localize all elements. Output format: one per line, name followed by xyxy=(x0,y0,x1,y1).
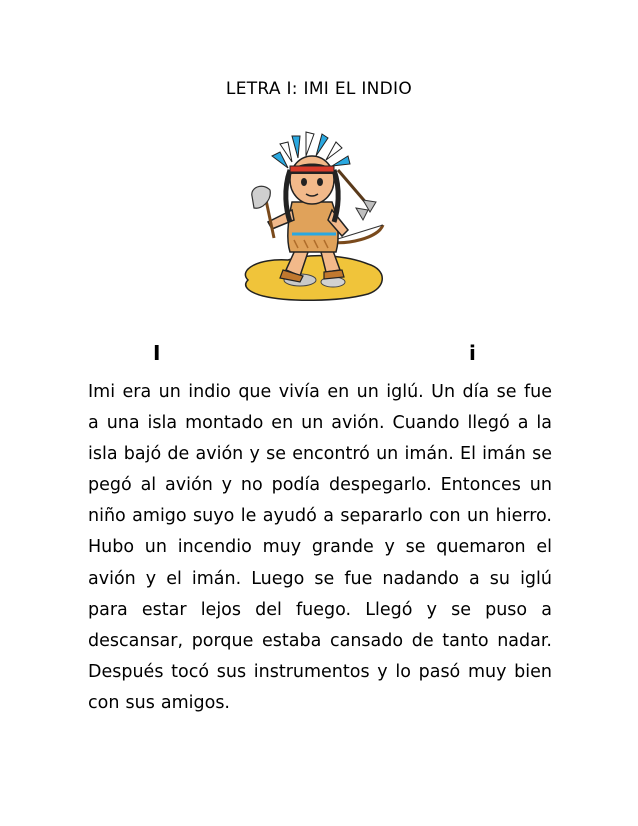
story-paragraph: Imi era un indio que vivía en un iglú. Un día se fue a una isla montado en un avión. Cuando llegó a la isla bajó de avión y se encontró un imán. El imán se pegó al avión y no podía despegarlo. Entonces un niño amigo suyo le ayudó a separarlo con un hierro. Hubo un incendio muy grande y se quemaron el avión y el imán. Luego se fue nadando a su iglú para estar lejos del fuego. Llegó y se puso a descansar, porque estaba cansado de tanto nadar. Después tocó sus instrumentos y lo pasó muy bien con sus amigos. xyxy=(88,382,552,713)
lowercase-letter: i xyxy=(469,341,476,365)
page-title: LETRA I: IMI EL INDIO xyxy=(225,79,413,99)
uppercase-letter: I xyxy=(153,341,161,365)
native-boy-illustration xyxy=(228,130,393,305)
